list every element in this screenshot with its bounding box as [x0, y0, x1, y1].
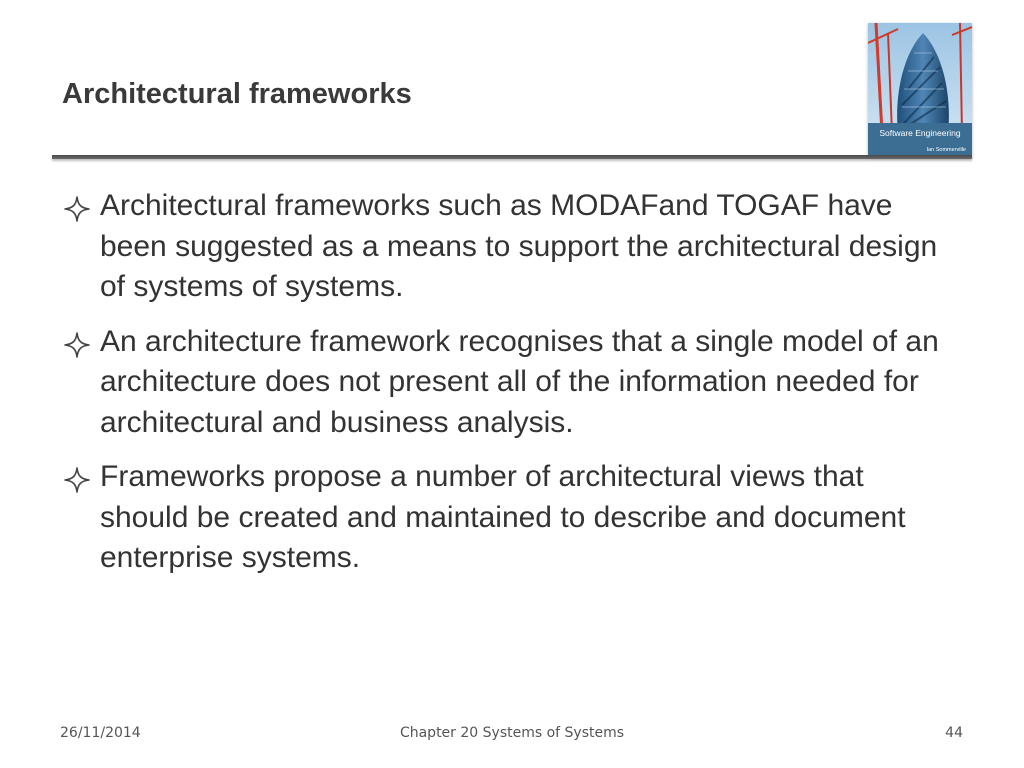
- four-point-star-icon: [64, 467, 90, 493]
- bullet-text: Frameworks propose a number of architectural views that should be created and maintained to describe and document enterprise systems.: [100, 460, 906, 574]
- title-divider: [52, 155, 972, 159]
- bullet-item: [62, 457, 942, 579]
- footer-chapter: Chapter 20 Systems of Systems: [399, 725, 625, 741]
- bullet-text: Architectural frameworks such as MODAFand TOGAF have been suggested as a means to support the architectural design of systems of systems.: [100, 189, 938, 303]
- bullet-text: An architecture framework recognises that a single model of an architecture does not present all of the information needed for architectural and business analysis.: [100, 324, 939, 439]
- footer-page-number: 44: [945, 725, 963, 741]
- slide-title: Architectural frameworks: [62, 78, 412, 110]
- bullet-item: [62, 186, 942, 308]
- four-point-star-icon: [64, 196, 90, 222]
- footer-date: 26/11/2014: [60, 725, 141, 741]
- bullet-item: [62, 322, 942, 444]
- four-point-star-icon: [64, 332, 90, 358]
- bullet-list: [62, 186, 942, 593]
- cover-author: Ian Sommerville: [926, 147, 966, 153]
- cover-book-title: Software Engineering: [879, 128, 961, 138]
- book-cover-image: [868, 23, 972, 157]
